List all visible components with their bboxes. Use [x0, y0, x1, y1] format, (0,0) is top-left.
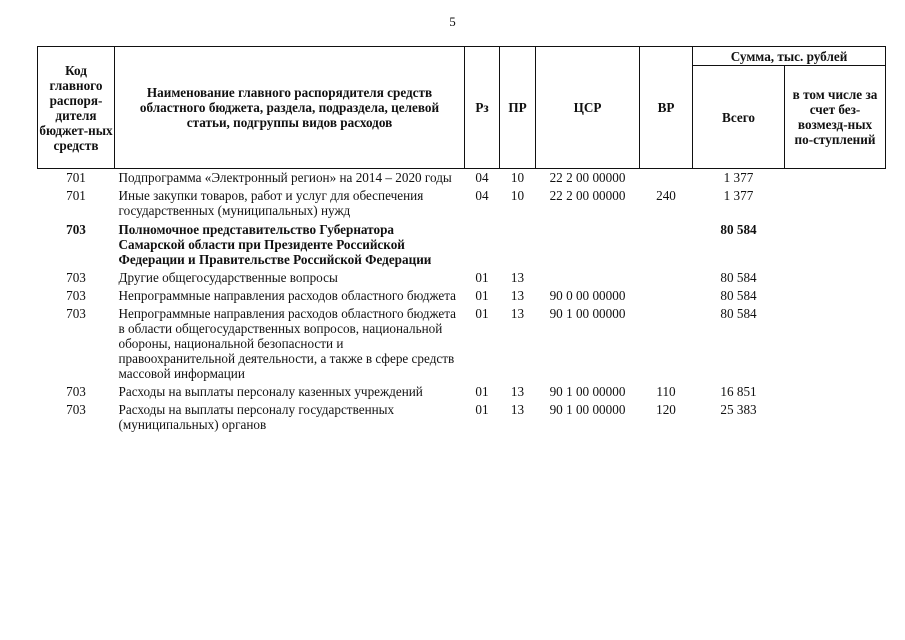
cell-csr: 90 1 00 00000: [549, 384, 626, 399]
table-row: [38, 169, 886, 188]
cell-code: 701: [66, 188, 86, 203]
cell-gratuitous: [785, 287, 886, 305]
cell-name: Подпрограмма «Электронный регион» на 2014 – 2020 годы: [118, 170, 452, 185]
cell-vr: 110: [656, 384, 676, 399]
header-name: Наименование главного распорядителя средств областного бюджета, раздела, подраздела, целевой статьи, подгруппы видов расходов: [115, 47, 465, 169]
cell-csr: 90 0 00 00000: [549, 288, 626, 303]
cell-total: 80 584: [720, 306, 757, 321]
cell-pr: 13: [510, 384, 525, 399]
cell-vr: 120: [656, 402, 676, 417]
table-body: [38, 169, 886, 435]
cell-rz: 01: [475, 270, 489, 285]
cell-name: Непрограммные направления расходов областного бюджета в области общегосударственных вопросов, национальной обороны, национальной безопасности и правоохранительной деятельности, а также в сфере средств массовой информации: [118, 306, 457, 381]
cell-rz: 04: [475, 170, 489, 185]
cell-gratuitous: [785, 169, 886, 188]
cell-vr: [640, 305, 693, 383]
table-row: [38, 187, 886, 220]
cell-total: 1 377: [723, 170, 754, 185]
cell-gratuitous: [785, 383, 886, 401]
cell-name: Полномочное представительство Губернатора Самарской области при Президенте Российской Федерации и Правительстве Российской Федерации: [118, 222, 432, 267]
cell-rz: 01: [475, 384, 489, 399]
cell-pr: 13: [510, 270, 525, 285]
cell-csr: 90 1 00 00000: [549, 306, 626, 321]
cell-csr: 22 2 00 00000: [549, 170, 626, 185]
cell-pr: [500, 220, 536, 269]
table-row: [38, 269, 886, 287]
cell-csr: 22 2 00 00000: [549, 188, 626, 203]
cell-rz: 01: [475, 288, 489, 303]
header-rz: Рз: [465, 47, 500, 169]
cell-code: 703: [66, 402, 86, 417]
cell-rz: 01: [475, 402, 489, 417]
cell-gratuitous: [785, 187, 886, 220]
cell-gratuitous: [785, 305, 886, 383]
cell-name: Иные закупки товаров, работ и услуг для обеспечения государственных (муниципальных) нужд: [118, 188, 424, 218]
cell-code: 701: [66, 170, 86, 185]
page-number: 5: [449, 14, 456, 29]
cell-total: 80 584: [720, 270, 757, 285]
cell-csr: [536, 269, 640, 287]
cell-pr: 10: [510, 170, 525, 185]
cell-pr: 13: [510, 306, 525, 321]
cell-csr: 90 1 00 00000: [549, 402, 626, 417]
cell-code: 703: [66, 306, 86, 321]
cell-name: Другие общегосударственные вопросы: [118, 270, 338, 285]
cell-name: Непрограммные направления расходов областного бюджета: [118, 288, 457, 303]
header-pr: ПР: [500, 47, 536, 169]
cell-total: 1 377: [723, 188, 754, 203]
cell-name: Расходы на выплаты персоналу государственных (муниципальных) органов: [118, 402, 395, 432]
header-total: Всего: [693, 66, 785, 169]
cell-total: 80 584: [720, 288, 757, 303]
table-row: [38, 305, 886, 383]
cell-gratuitous: [785, 269, 886, 287]
header-sum: Сумма, тыс. рублей: [693, 47, 886, 66]
cell-total: 25 383: [720, 402, 757, 417]
header-csr: ЦСР: [536, 47, 640, 169]
cell-csr: [536, 220, 640, 269]
table-row: [38, 383, 886, 401]
cell-pr: 13: [510, 288, 525, 303]
cell-code: 703: [66, 270, 86, 285]
table-row: [38, 287, 886, 305]
cell-vr: [640, 287, 693, 305]
cell-pr: 13: [510, 402, 525, 417]
cell-code: 703: [66, 288, 86, 303]
cell-rz: [465, 220, 500, 269]
table-row: [38, 401, 886, 434]
cell-gratuitous: [785, 220, 886, 269]
cell-total: 80 584: [720, 222, 757, 237]
cell-gratuitous: [785, 401, 886, 434]
cell-vr: 240: [656, 188, 676, 203]
cell-rz: 04: [475, 188, 489, 203]
cell-name: Расходы на выплаты персоналу казенных учреждений: [118, 384, 423, 399]
cell-vr: [640, 169, 693, 188]
budget-table: [37, 46, 886, 434]
cell-code: 703: [66, 222, 86, 237]
cell-total: 16 851: [720, 384, 757, 399]
cell-vr: [640, 220, 693, 269]
cell-vr: [640, 269, 693, 287]
cell-rz: 01: [475, 306, 489, 321]
cell-code: 703: [66, 384, 86, 399]
header-vr: ВР: [640, 47, 693, 169]
cell-pr: 10: [510, 188, 525, 203]
header-gratuitous: в том числе за счет без-возмезд-ных по-ступлений: [785, 66, 886, 169]
table-row: [38, 220, 886, 269]
header-code: Код главного распоря-дителя бюджет-ных средств: [38, 47, 115, 169]
